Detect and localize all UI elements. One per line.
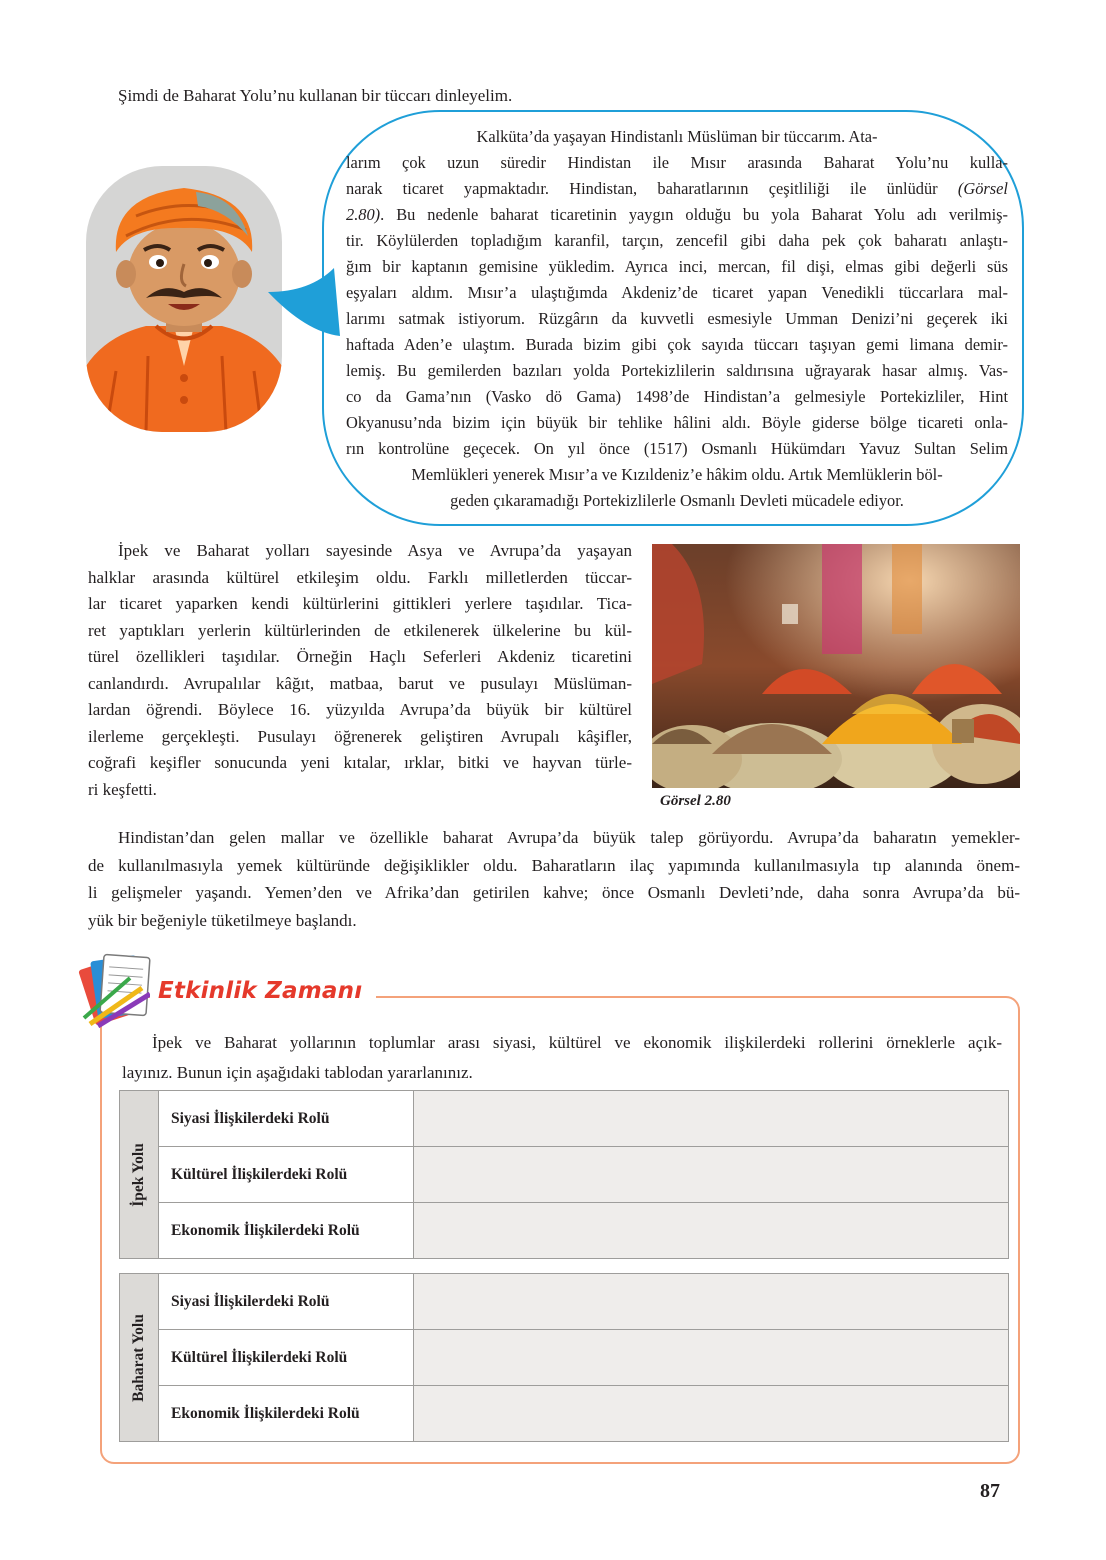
speech-line: narak ticaret yapmaktadır. Hindistan, baharatlarının çeşitliliği ile ünlüdür (Görsel bbox=[346, 179, 1008, 198]
figure-reference: (Görsel bbox=[957, 179, 1008, 198]
paragraph-line: coğrafi keşifler sonucunda yeni kıtalar, ırklar, bitki ve hayvan türle- bbox=[88, 753, 632, 772]
table-row-label: Siyasi İlişkilerdeki Rolü bbox=[159, 1091, 414, 1147]
answer-cell[interactable] bbox=[414, 1091, 1009, 1147]
spice-demand-paragraph bbox=[88, 824, 1020, 934]
speech-line: larımı satmak istiyorum. Rüzgârın da kuvvetli esmesiyle Umman Denizi’ni geçerek iki bbox=[346, 309, 1008, 328]
answer-cell[interactable] bbox=[414, 1203, 1009, 1259]
speech-line: haftada Aden’e ulaştım. Burada bizim gibi çok sayıda tüccarı taşıyan gemi limana demir- bbox=[346, 335, 1008, 354]
activity-title-wrap bbox=[150, 978, 376, 1004]
paragraph-line: de kullanılmasıyla yemek kültüründe değişiklikler oldu. Baharatların ilaç yapımında kullanılmasıyla tıp alanında önem- bbox=[88, 855, 1020, 875]
table-row-label: Ekonomik İlişkilerdeki Rolü bbox=[159, 1203, 414, 1259]
paragraph-line: İpek ve Baharat yolları sayesinde Asya ve Avrupa’da yaşayan bbox=[118, 541, 632, 560]
table-row-label: Kültürel İlişkilerdeki Rolü bbox=[159, 1147, 414, 1203]
speech-line: larım çok uzun süredir Hindistan ile Mısır arasında Baharat Yolu’nu kulla- bbox=[346, 153, 1008, 172]
speech-line: tir. Köylülerden topladığım karanfil, tarçın, zencefil gibi daha pek çok baharatı anlaştı- bbox=[346, 231, 1008, 250]
speech-line: ğım bir kaptanın gemisine yükledim. Ayrıca inci, mercan, fil dişi, elmas gibi değerli süs bbox=[346, 257, 1008, 276]
table-group-label: İpek Yolu bbox=[120, 1091, 159, 1259]
answer-cell[interactable] bbox=[414, 1274, 1009, 1330]
paragraph-line: ilerleme gerçekleşti. Pusulayı öğrenerek geliştiren Avrupalı kâşifler, bbox=[88, 726, 632, 746]
speech-line: co da Gama’nın (Vasko dö Gama) 1498’de Hindistan’a gelmesiyle Portekizliler, Hint bbox=[346, 387, 1008, 406]
silk-road-table bbox=[119, 1090, 1009, 1259]
speech-line: geden çıkaramadığı Portekizlilerle Osmanlı Devleti mücadele ediyor. bbox=[450, 491, 904, 510]
table-group-label: Baharat Yolu bbox=[120, 1274, 159, 1442]
speech-line: rın kontrolüne geçecek. On yıl önce (1517) Osmanlı Hükümdarı Yavuz Sultan Selim bbox=[346, 439, 1008, 458]
paragraph-line: türel özellikleri taşıdılar. Örneğin Haçlı Seferleri Akdeniz ticaretini bbox=[88, 647, 632, 666]
merchant-illustration bbox=[86, 166, 282, 432]
paragraph-line: Hindistan’dan gelen mallar ve özellikle baharat Avrupa’da büyük talep görüyordu. Avrupa’da baharatın yemekler- bbox=[118, 828, 1020, 847]
activity-instructions bbox=[122, 1028, 1002, 1088]
merchant-avatar bbox=[86, 166, 282, 432]
instruction-line: layınız. Bunun için aşağıdaki tablodan yararlanınız. bbox=[122, 1063, 473, 1082]
cultural-interaction-paragraph bbox=[88, 538, 632, 803]
spice-market-photo bbox=[652, 544, 1020, 788]
speech-line: Memlükleri yenerek Mısır’a ve Kızıldeniz’e hâkim oldu. Artık Memlüklerin böl- bbox=[411, 465, 943, 484]
paragraph-line: halklar arasında kültürel etkileşim oldu. Farklı milletlerden tüccar- bbox=[88, 567, 632, 587]
table-row-label: Ekonomik İlişkilerdeki Rolü bbox=[159, 1386, 414, 1442]
speech-line: Okyanusu’nda bizim için büyük bir tehlike hâlini aldı. Böyle giderse bölge ticareti onla- bbox=[346, 413, 1008, 432]
spice-road-table bbox=[119, 1273, 1009, 1442]
table-row-label: Kültürel İlişkilerdeki Rolü bbox=[159, 1330, 414, 1386]
intro-sentence: Şimdi de Baharat Yolu’nu kullanan bir tüccarı dinleyelim. bbox=[118, 86, 513, 105]
spice-piles-image bbox=[652, 544, 1020, 788]
speech-line: 2.80). Bu nedenle baharat ticaretinin yaygın olduğu bu yola Baharat Yolu adı verilmiş- bbox=[346, 205, 1008, 224]
speech-line: eşyaları aldım. Mısır’a ulaştığımda Akdeniz’de ticaret yapan Venedikli tüccarlara mal- bbox=[346, 283, 1008, 302]
answer-cell[interactable] bbox=[414, 1147, 1009, 1203]
paragraph-line: lardan öğrendi. Böylece 16. yüzyılda Avrupa’da büyük bir kültürel bbox=[88, 700, 632, 719]
activity-title: Etkinlik Zamanı bbox=[158, 978, 363, 1004]
paragraph-line: yük bir beğeniyle tüketilmeye başlandı. bbox=[88, 910, 357, 930]
merchant-speech bbox=[346, 124, 1008, 514]
table-row-label: Siyasi İlişkilerdeki Rolü bbox=[159, 1274, 414, 1330]
figure-caption: Görsel 2.80 bbox=[660, 793, 731, 809]
paragraph-line: canlandırdı. Avrupalılar kâğıt, matbaa, barut ve pusulayı Müslüman- bbox=[88, 673, 632, 693]
figure-reference: 2.80) bbox=[346, 205, 381, 224]
paragraph-line: lar ticaret yaparken kendi kültürlerini gittikleri yerlere taşıdılar. Tica- bbox=[88, 594, 632, 613]
paragraph-line: ret yaptıkları yerlerin kültürlerinden de etkilenerek ülkelerine bu kül- bbox=[88, 620, 632, 640]
page-number: 87 bbox=[980, 1480, 1000, 1502]
speech-line: Kalküta’da yaşayan Hindistanlı Müslüman bir tüccarım. Ata- bbox=[476, 127, 878, 146]
instruction-line: İpek ve Baharat yollarının toplumlar arası siyasi, kültürel ve ekonomik ilişkilerdeki rollerini örneklerle açık- bbox=[152, 1033, 1002, 1052]
paragraph-line: ri keşfetti. bbox=[88, 779, 157, 799]
speech-line: lemiş. Bu gemilerden bazıları yolda Portekizlilerin saldırısına uğrayarak hasar almış. Vas- bbox=[346, 361, 1008, 380]
answer-cell[interactable] bbox=[414, 1330, 1009, 1386]
paragraph-line: li gelişmeler yaşandı. Yemen’den ve Afrika’dan getirilen kahve; önce Osmanlı Devleti’nde, daha sonra Avrupa’da bü- bbox=[88, 883, 1020, 902]
answer-cell[interactable] bbox=[414, 1386, 1009, 1442]
